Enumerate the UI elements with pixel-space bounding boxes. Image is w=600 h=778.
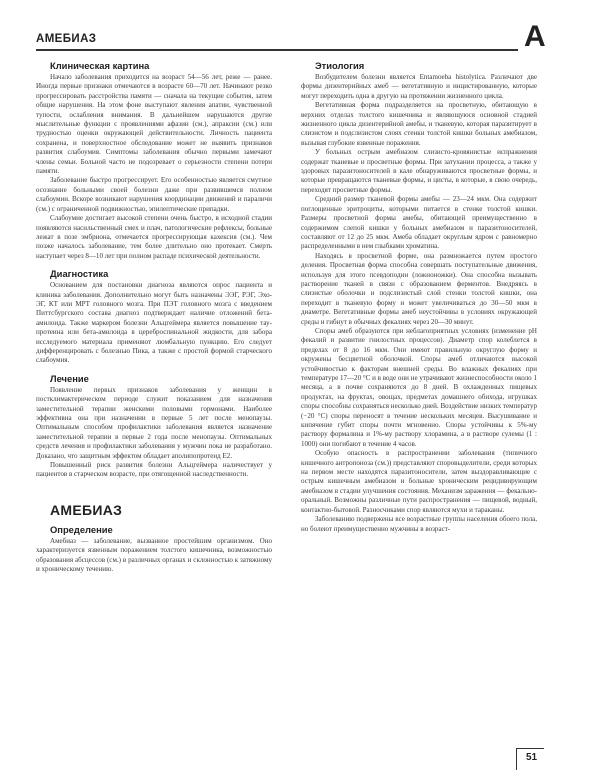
page-number: 51	[526, 752, 538, 763]
section-title-treatment: Лечение	[50, 372, 89, 384]
paragraph: Основанием для постановки диагноза являются опрос пациента и клиника заболевания. Дополнительно могут быть назначены ЭЭГ, РЭГ, Эхо-ЭГ, КТ или МРТ головного мозга. При ПЭТ головного мозга с введением Питтсбургского состава диагноз подтверждает наличие отложений бета-амилоида. Также маркером болезни Альцгеймера является повышение тау-протеина или бета-амилоида в цереброспинальной жидкости, для забора исследуемого материала применяют люмбальную пункцию. Его следует дифференцировать с болезнью Пика, а также с простой формой старческого слабоумия.	[36, 281, 272, 365]
right-column	[301, 60, 537, 534]
paragraph: Споры амеб образуются при неблагоприятных условиях (изменение рН фекалий и развитие гнилостных процессов). Диаметр спор колеблется в пределах от 8 до 16 мкм. Они имеют правильную округлую форму и окружены бесцветной оболочкой. Споры амеб отличаются высокой устойчивостью к факторам внешней среды. Во влажных фекалиях при температуре 17—20 °С и в воде они не утрачивают жизнеспособности около 1 месяца, а в почве сохраняются до 8 дней. В охлажденных пищевых продуктах, на фруктах, овощах, предметах домашнего обихода, игрушках споры способны сохраняться несколько дней. Воздействие низких температур (−20 °С) споры переносят в течение нескольких месяцев. Высушивание и кипячение губит споры почти мгновенно. Споры устойчивы к 5%-му раствору формалина и 1%-му раствору хлорамина, а в растворе сулемы (1 : 1000) они погибают в течение 4 часов.	[301, 326, 537, 448]
letter-tab: А	[524, 20, 546, 53]
section-title-diagnostics: Диагностика	[50, 268, 109, 280]
footer-divider	[516, 748, 517, 770]
paragraph: Особую опасность в распространении заболевания (типичного кишечного антропоноза (см.)) представляют споровыделители, среди которых на первом месте находятся паразитоносители, затем выздоравливающие с острым кишечным амебиазом и больные хроническим рецидивирующим амебиазом в стадии улучшения состояния. Механизм заражения — фекально-оральный. Возможны различные пути распространения — пищевой, водный, контактно-бытовой. Разносчиками спор являются мухи и тараканы.	[301, 449, 537, 514]
paragraph: Амебиаз — заболевание, вызванное простейшим организмом. Оно характеризуется язвенным поражением толстого кишечника, возможностью образования абсцессов (см.) в различных органах и склонностью к затяжному и хроническому течению.	[36, 536, 272, 574]
article-title: АМЕБИАЗ	[50, 501, 123, 518]
paragraph: Начало заболевания приходится на возраст 54—56 лет, реже — ранее. Иногда первые признаки отмечаются в возрасте 60—70 лет. Начинают резко прогрессировать расстройства памяти — сначала на текущие события, затем общие нарушения. На этом фоне выступают явления апатии, чувственной тупости, ослабления внимания. В дальнейшем нарушаются другие мыслительные функции с проявлениями афазии (см.), апраксии (см.) или трудностью оценки окружающей действительности. Личность пациента сохранена, и поверхностное обследование может не выявить признаков развития слабоумия. Симптомы заболевания обычно первыми замечают члены семьи. Больной часто не подозревает о серьезности степени потери памяти.	[36, 73, 272, 176]
paragraph: Заболевание быстро прогрессирует. Его особенностью является смутное осознание больными своей болезни даже при развившемся полном слабоумии. Вскоре возникают нарушения координации движений и параличи (см.) с ограниченной подвижностью, эпилептические припадки.	[36, 176, 272, 213]
paragraph: Появление первых признаков заболевания у женщин в постклимактерическом периоде служит показанием для назначения заместительной терапии женскими половыми гормонами. Наиболее эффективна она при назначении в первые 5 лет после менопаузы. Оптимальным способом профилактики заболевания является назначение заместительной терапии в первые 2 года после менопаузы. Оптимальных средств лечения и профилактики заболевания у мужчин пока не разработано. Доказано, что защитным эффектом обладает аполипопротеид Е2.	[36, 385, 272, 460]
section-title-etiology: Этиология	[315, 60, 365, 71]
paragraph: У больных острым амебиазом слизисто-кровянистые испражнения содержат тканевые и просветные формы. При затухании процесса, а также у здоровых паразитоносителей в кале обнаруживаются просветные формы, и которые превращаются тканевые формы, и цисты, в которые, в свою очередь, переходят просветные формы.	[301, 148, 537, 194]
left-column	[36, 60, 272, 574]
paragraph: Вегетативная форма подразделяется на просветную, обитающую в верхних отделах толстого кишечника и являющуюся основной стадией жизненного цикла дизентерийной амебы, и тканевую, которая паразитирует в слизистом и подслизистом слоях стенки толстой кишки больных амебиазом, вызывая глубокие язвенные поражения.	[301, 101, 537, 147]
header-rule	[36, 49, 518, 51]
paragraph: Слабоумие достигает высокой степени очень быстро, в исходной стадии появляются насильственный смех и плач, патологические рефлексы, больные лежат в позе эмбриона, отмечается прогрессирующая кахексия (см.). Чем позже началось заболевание, тем более длительно оно протекает. Смерть наступает через 8—10 лет при полном распаде психической деятельности.	[36, 214, 272, 260]
paragraph: Находясь в просветной форме, она размножается путем простого деления. Просветная форма способна совершать поступательные движения, используя для этого псевдоподии (ложноножки). Она способна вызывать растворение тканей в связи с образованием ферментов. Внедряясь в слизистые оболочки и подслизистый слой стенки толстой кишки, она переходит в тканевую форму и может увеличиваться до 30—50 мкм в диаметре. Вегетативные формы амеб неустойчивы в условиях окружающей среды и гибнут в обычных фекалиях через 20—30 минут.	[301, 251, 537, 326]
section-title-clinical: Клиническая картина	[50, 60, 150, 71]
running-title: АМЕБИАЗ	[36, 33, 97, 45]
paragraph: Средний размер тканевой формы амебы — 23—24 мкм. Она содержит поглощенные эритроциты, которыми питается в стенке толстой кишки. Размеры просветной формы амебы, обитающей преимущественно в содержимом слепой кишки у больных амебиазом и паразитоносителей, составляют от 12 до 25 мкм. Амеба обладает округлым ядром с равномерно распределенными в нем глыбками хроматина.	[301, 195, 537, 251]
section-title-definition: Определение	[50, 523, 113, 535]
footer-rule	[516, 748, 544, 749]
paragraph: Возбудителем болезни является Entamoeba histolytica. Различают две формы дизентерийных амеб — вегетативную и инцистированную, которые могут переходить одна в другую на протяжении жизненного цикла.	[301, 73, 537, 100]
paragraph: Повышенный риск развития болезни Альцгеймера наличествует у пациентов в старческом возрасте, при отягощенной наследственности.	[36, 461, 272, 479]
paragraph: Заболеванию подвержены все возрастные группы населения обоего пола, но болеют преимущественно мужчины в возраст-	[301, 515, 537, 533]
